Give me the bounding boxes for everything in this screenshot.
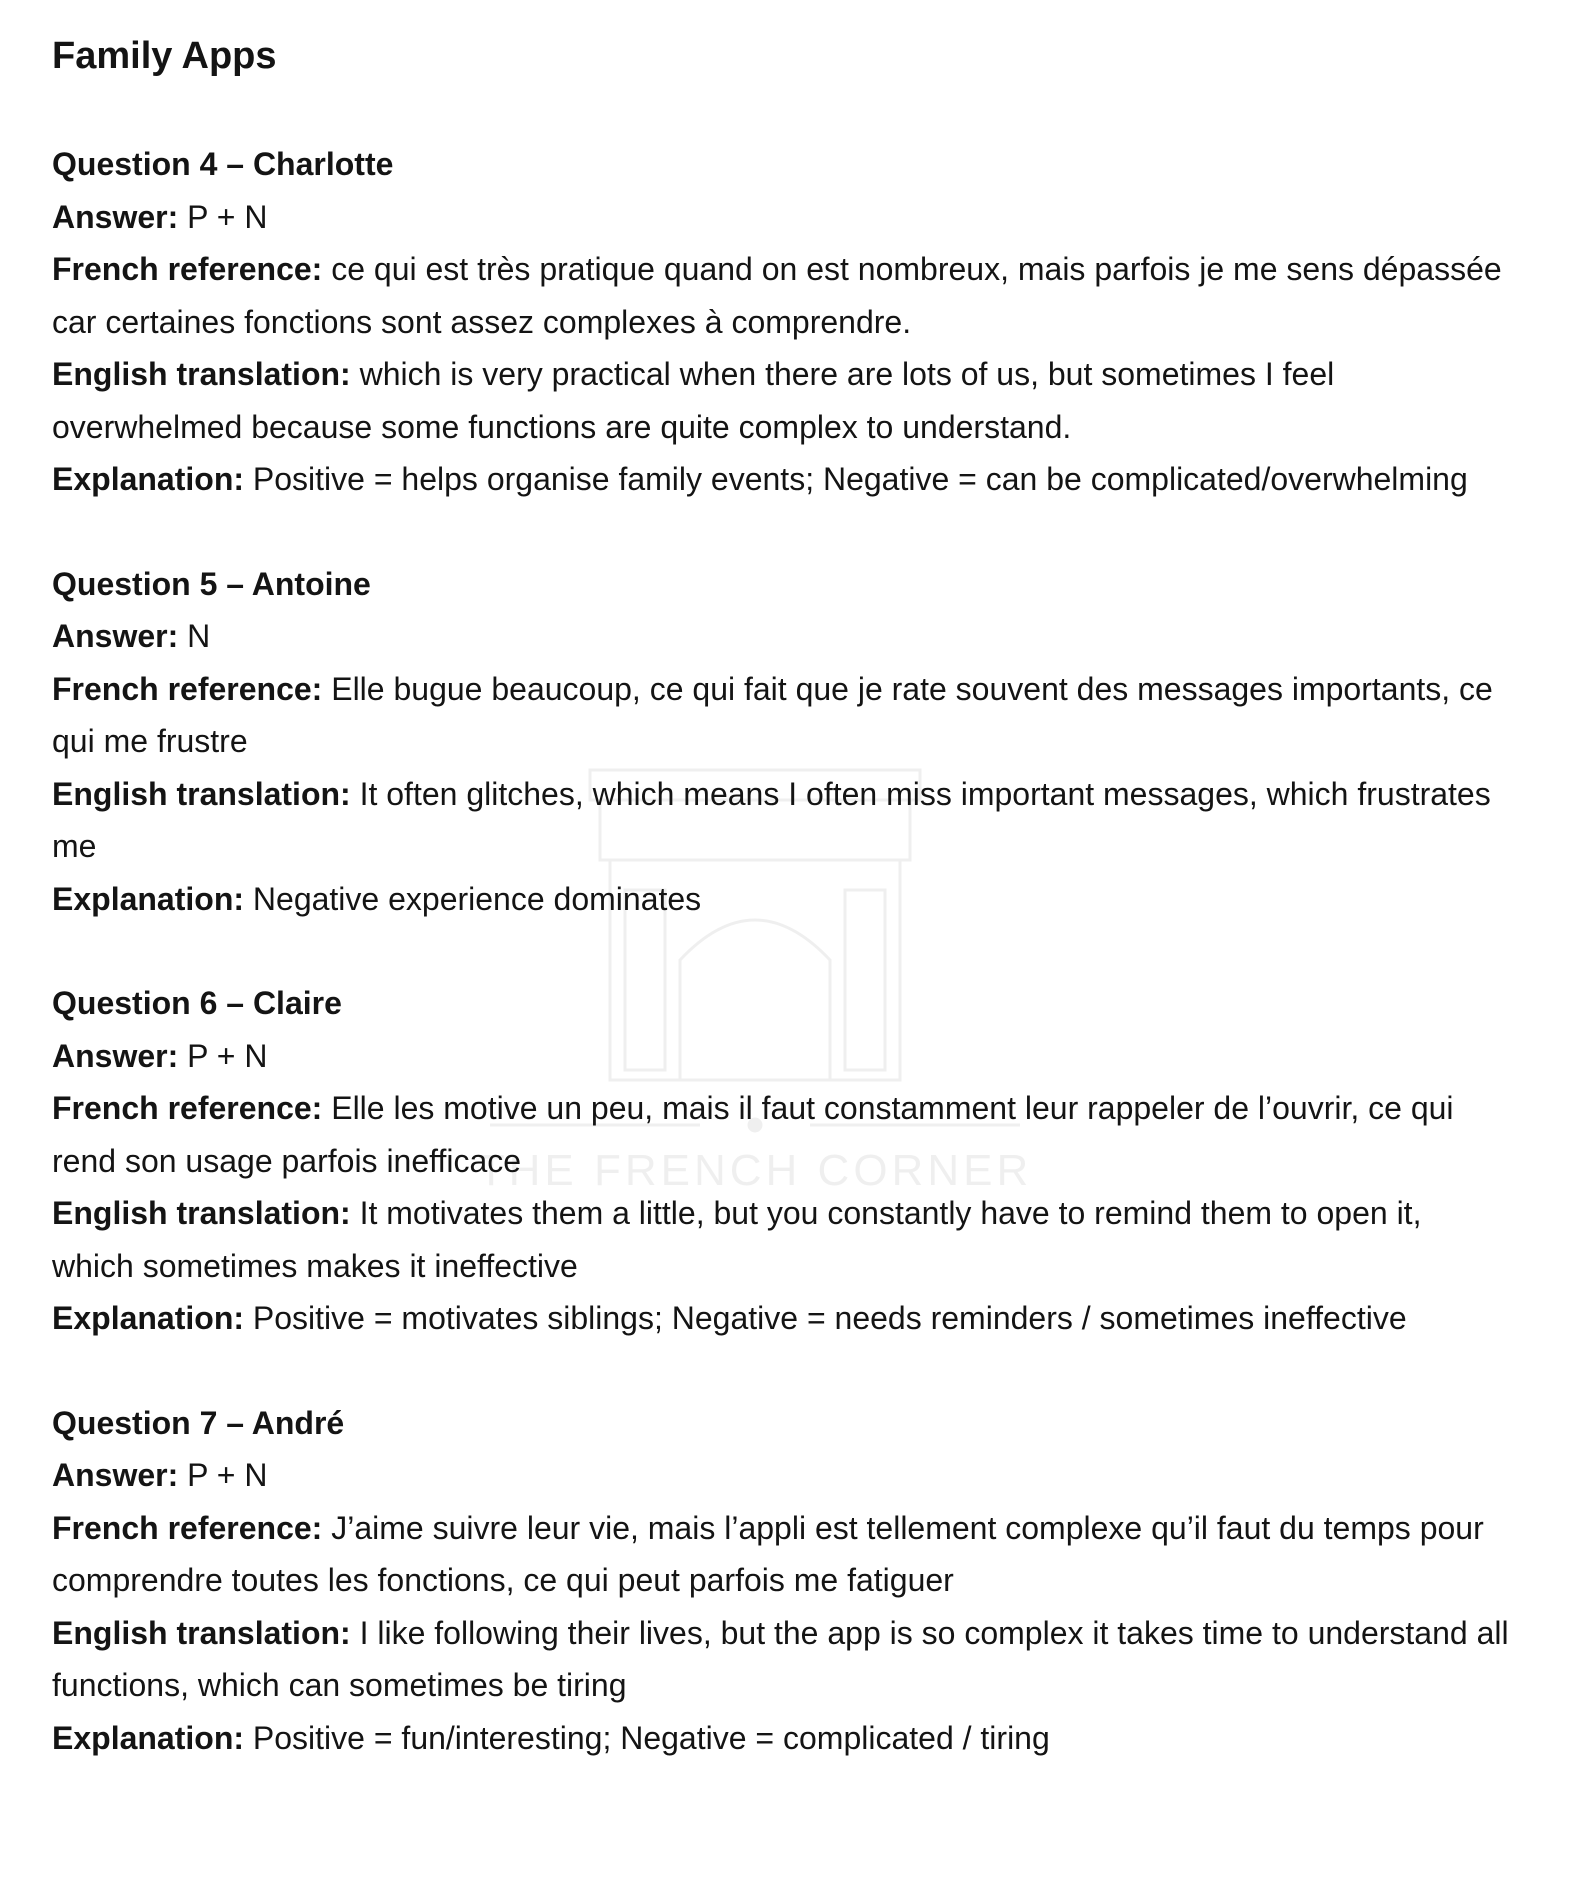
explanation-label: Explanation: bbox=[52, 1300, 245, 1336]
english-translation-text: I like following their lives, but the app is so complex it takes time to understand all functions, which can sometimes be tiring bbox=[52, 1614, 1509, 1703]
answer-value: P + N bbox=[187, 198, 268, 235]
english-translation-text: It motivates them a little, but you constantly have to remind them to open it, which sometimes makes it ineffective bbox=[52, 1195, 1422, 1284]
english-translation-label: English translation: bbox=[52, 356, 351, 392]
question-heading: Question 5 – Antoine bbox=[52, 565, 371, 602]
question-section bbox=[52, 558, 1512, 926]
page-title: Family Apps bbox=[52, 35, 277, 77]
explanation-label: Explanation: bbox=[52, 880, 245, 917]
question-heading: Question 4 – Charlotte bbox=[52, 146, 394, 182]
answer-label: Answer: bbox=[52, 1037, 179, 1074]
question-section bbox=[52, 977, 1512, 1345]
question-heading: Question 7 – André bbox=[52, 1404, 345, 1441]
answer-value: P + N bbox=[187, 1457, 268, 1493]
french-reference-text: J’aime suivre leur vie, mais l’appli est tellement complexe qu’il faut du temps pour comprendre toutes les fonctions, ce qui peut parfois me fatiguer bbox=[52, 1509, 1484, 1598]
french-reference-text: ce qui est très pratique quand on est nombreux, mais parfois je me sens dépassée car certaines fonctions sont assez complexes à comprendre. bbox=[52, 251, 1502, 340]
answer-row bbox=[52, 1030, 1512, 1083]
english-translation-label: English translation: bbox=[52, 1195, 351, 1231]
english-translation-label: English translation: bbox=[52, 775, 351, 812]
french-reference-text: Elle bugue beaucoup, ce qui fait que je rate souvent des messages importants, ce qui me frustre bbox=[52, 670, 1493, 759]
french-reference-text: Elle les motive un peu, mais il faut constamment leur rappeler de l’ouvrir, ce qui rend son usage parfois inefficace bbox=[52, 1090, 1454, 1179]
document-page bbox=[52, 30, 1512, 1816]
answer-label: Answer: bbox=[52, 1457, 179, 1493]
english-translation-label: English translation: bbox=[52, 1614, 351, 1651]
question-heading: Question 6 – Claire bbox=[52, 985, 342, 1021]
explanation-text: Positive = helps organise family events; Negative = can be complicated/overwhelming bbox=[252, 461, 1468, 497]
answer-row bbox=[52, 1449, 1512, 1502]
explanation-row bbox=[52, 1712, 1512, 1765]
question-section bbox=[52, 1397, 1512, 1765]
french-reference-label: French reference: bbox=[52, 1090, 323, 1126]
answer-label: Answer: bbox=[52, 198, 179, 235]
explanation-text: Negative experience dominates bbox=[252, 880, 702, 917]
french-reference-label: French reference: bbox=[52, 251, 323, 287]
question-section bbox=[52, 138, 1512, 506]
answer-value: N bbox=[187, 618, 211, 654]
answer-row bbox=[52, 610, 1512, 663]
english-translation-row bbox=[52, 1187, 1512, 1292]
answer-value: P + N bbox=[187, 1037, 268, 1074]
answer-row bbox=[52, 191, 1512, 244]
french-reference-label: French reference: bbox=[52, 670, 323, 707]
english-translation-row bbox=[52, 768, 1512, 873]
french-reference-row bbox=[52, 663, 1512, 768]
english-translation-row bbox=[52, 1607, 1512, 1712]
french-reference-row bbox=[52, 1502, 1512, 1607]
explanation-row bbox=[52, 873, 1512, 926]
explanation-text: Positive = fun/interesting; Negative = complicated / tiring bbox=[252, 1719, 1050, 1756]
explanation-label: Explanation: bbox=[52, 1719, 245, 1756]
explanation-label: Explanation: bbox=[52, 461, 245, 497]
answer-label: Answer: bbox=[52, 618, 179, 654]
english-translation-text: It often glitches, which means I often miss important messages, which frustrates me bbox=[52, 775, 1491, 864]
explanation-row bbox=[52, 453, 1512, 506]
french-reference-row bbox=[52, 1082, 1512, 1187]
english-translation-text: which is very practical when there are lots of us, but sometimes I feel overwhelmed because some functions are quite complex to understand. bbox=[52, 356, 1335, 445]
english-translation-row bbox=[52, 348, 1512, 453]
french-reference-label: French reference: bbox=[52, 1509, 323, 1546]
explanation-text: Positive = motivates siblings; Negative = needs reminders / sometimes ineffective bbox=[252, 1300, 1407, 1336]
french-reference-row bbox=[52, 243, 1512, 348]
watermark-text: THE FRENCH CORNER bbox=[477, 1146, 1033, 1195]
explanation-row bbox=[52, 1292, 1512, 1345]
